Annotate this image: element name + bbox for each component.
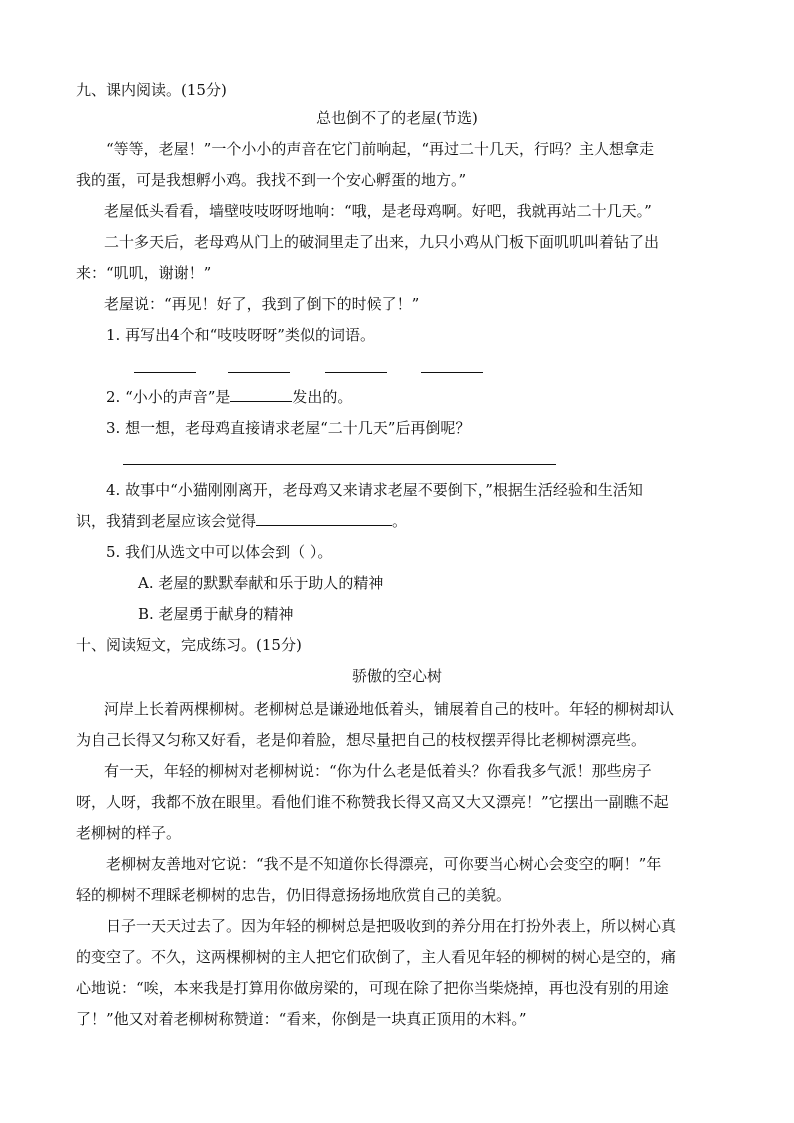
question-1: 1. 再写出4个和“吱吱呀呀”类似的词语。: [106, 326, 375, 344]
s9-p4-line1: 老屋说：“再见！好了，我到了倒下的时候了！”: [104, 295, 420, 313]
s9-p2-line1: 老屋低头看看，墙壁吱吱呀呀地响：“哦，是老母鸡啊。好吧，我就再站二十几天。”: [104, 202, 652, 220]
s10-p4-line3: 心地说：“唉，本来我是打算用你做房梁的，可现在除了把你当柴烧掉，再也没有别的用途: [76, 979, 669, 997]
section-10-heading: 十、阅读短文，完成练习。(15分): [76, 636, 302, 654]
s10-p4-line2: 的变空了。不久，这两棵柳树的主人把它们砍倒了，主人看见年轻的柳树的树心是空的，痛: [76, 948, 677, 966]
s9-p3-line1: 二十多天后，老母鸡从门上的破洞里走了出来，九只小鸡从门板下面叽叽叫着钻了出: [104, 233, 660, 251]
q3-answer-blank[interactable]: [123, 464, 556, 465]
q1-answer-blank-3[interactable]: [325, 372, 387, 373]
question-4-line1: 4. 故事中“小猫刚刚离开，老母鸡又来请求老屋不要倒下，”根据生活经验和生活知: [106, 481, 643, 499]
s10-p3-line2: 轻的柳树不理睬老柳树的忠告，仍旧得意扬扬地欣赏自己的美貌。: [76, 886, 512, 904]
q5-option-a: A. 老屋的默默奉献和乐于助人的精神: [138, 574, 384, 592]
s10-p4-line4: 了！”他又对着老柳树称赞道：“看来，你倒是一块真正顶用的木料。”: [76, 1010, 527, 1028]
q5-option-b: B. 老屋勇于献身的精神: [138, 605, 294, 623]
section-9-heading: 九、课内阅读。(15分): [76, 81, 227, 99]
question-5: 5. 我们从选文中可以体会到（ ）。: [106, 543, 333, 561]
s10-p1-line1: 河岸上长着两棵柳树。老柳树总是谦逊地低着头，铺展着自己的枝叶。年轻的柳树却认: [104, 700, 675, 718]
q2-answer-blank[interactable]: [230, 387, 292, 402]
s10-p3-line1: 老柳树友善地对它说：“我不是不知道你长得漂亮，可你要当心树心会变空的啊！”年: [106, 855, 662, 873]
s9-p1-line1: “等等，老屋！”一个小小的声音在它门前响起，“再过二十几天，行吗？主人想拿走: [106, 140, 655, 158]
q4-text-after: 。: [392, 512, 408, 530]
section-9-passage-title: 总也倒不了的老屋(节选): [316, 109, 478, 127]
q1-answer-blank-1[interactable]: [134, 372, 196, 373]
question-2: [106, 387, 352, 407]
q2-text-before: 2. “小小的声音”是: [106, 388, 231, 406]
q2-text-after: 发出的。: [292, 388, 353, 406]
q1-answer-blank-4[interactable]: [421, 372, 483, 373]
s10-p2-line3: 老柳树的样子。: [76, 824, 182, 842]
q4-text-before: 识，我猜到老屋应该会觉得: [76, 512, 257, 530]
s10-p2-line1: 有一天，年轻的柳树对老柳树说：“你为什么老是低着头？你看我多气派！那些房子: [104, 762, 652, 780]
s10-p1-line2: 为自己长得又匀称又好看，老是仰着脸，想尽量把自己的枝杈摆弄得比老柳树漂亮些。: [76, 731, 647, 749]
q1-answer-blank-2[interactable]: [228, 372, 290, 373]
s10-p4-line1: 日子一天天过去了。因为年轻的柳树总是把吸收到的养分用在打扮外表上，所以树心真: [106, 917, 677, 935]
q4-answer-blank[interactable]: [256, 511, 392, 526]
s9-p1-line2: 我的蛋，可是我想孵小鸡。我找不到一个安心孵蛋的地方。”: [76, 171, 467, 189]
section-10-passage-title: 骄傲的空心树: [351, 667, 442, 685]
s10-p2-line2: 呀，人呀，我都不放在眼里。看他们谁不称赞我长得又高又大又漂亮！”它摆出一副瞧不起: [76, 793, 669, 811]
question-4-line2: [76, 511, 407, 531]
question-3: 3. 想一想，老母鸡直接请求老屋“二十几天”后再倒呢？: [106, 419, 471, 437]
s9-p3-line2: 来：“叽叽，谢谢！”: [76, 264, 212, 282]
